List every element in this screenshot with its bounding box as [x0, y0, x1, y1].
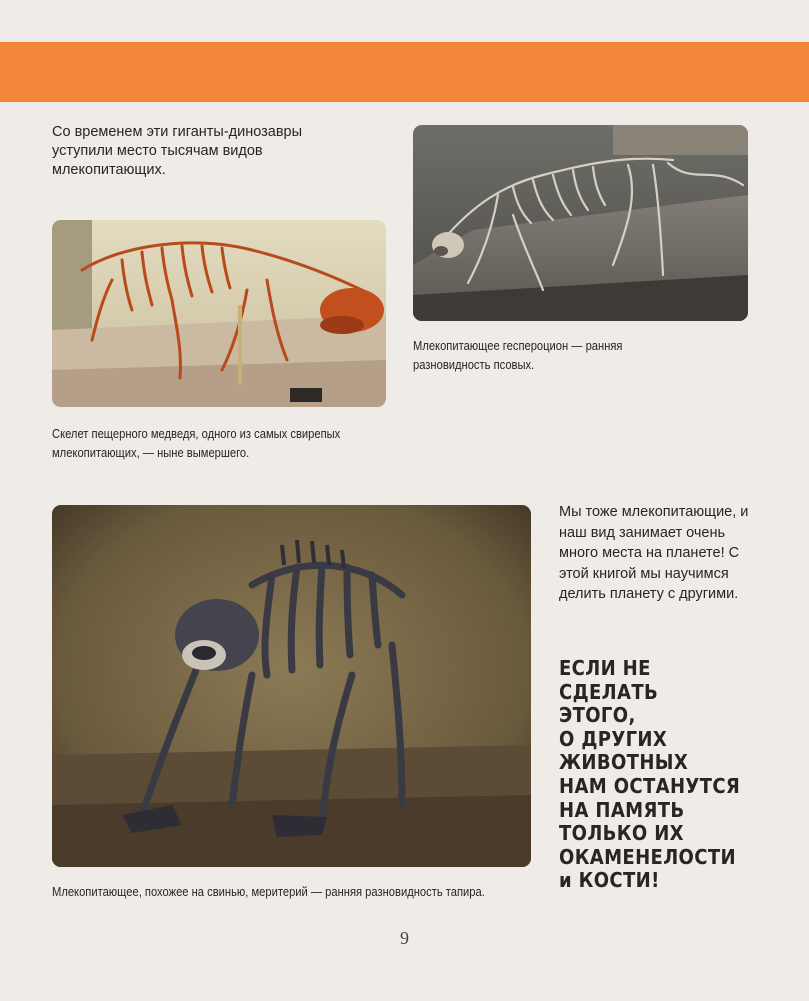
page-number: 9 [400, 928, 409, 948]
side-paragraph: Мы тоже млекопитающие, и наш вид занимает очень много места на планете! С этой книгой мы научимся делить планету с другими. [559, 504, 749, 602]
emphasis-callout: ЕСЛИ НЕ СДЕЛАТЬ ЭТОГО, О ДРУГИХ ЖИВОТНЫХ НАМ ОСТАНУТСЯ НА ПАМЯТЬ ТОЛЬКО ИХ ОКАМЕНЕЛОСТИ и КОСТИ! [559, 656, 741, 893]
cave-bear-caption: Скелет пещерного медведя, одного из самых свирепых млекопитающих, — ныне вымершего. [52, 426, 341, 460]
hesperocyon-caption: Млекопитающее гесперoцион — ранняя разновидность псовых. [413, 338, 623, 372]
intro-paragraph: Со временем эти гиганты-динозавры уступили место тысячам видов млекопитающих. [52, 124, 303, 178]
cave-bear-skeleton-photo [52, 220, 386, 407]
hesperocyon-skeleton-photo [413, 125, 748, 321]
orange-header-band [0, 42, 809, 102]
meritherium-skeleton-photo [52, 505, 531, 867]
meritherium-caption: Млекопитающее, похожее на свинью, меритерий — ранняя разновидность тапира. [52, 884, 485, 899]
